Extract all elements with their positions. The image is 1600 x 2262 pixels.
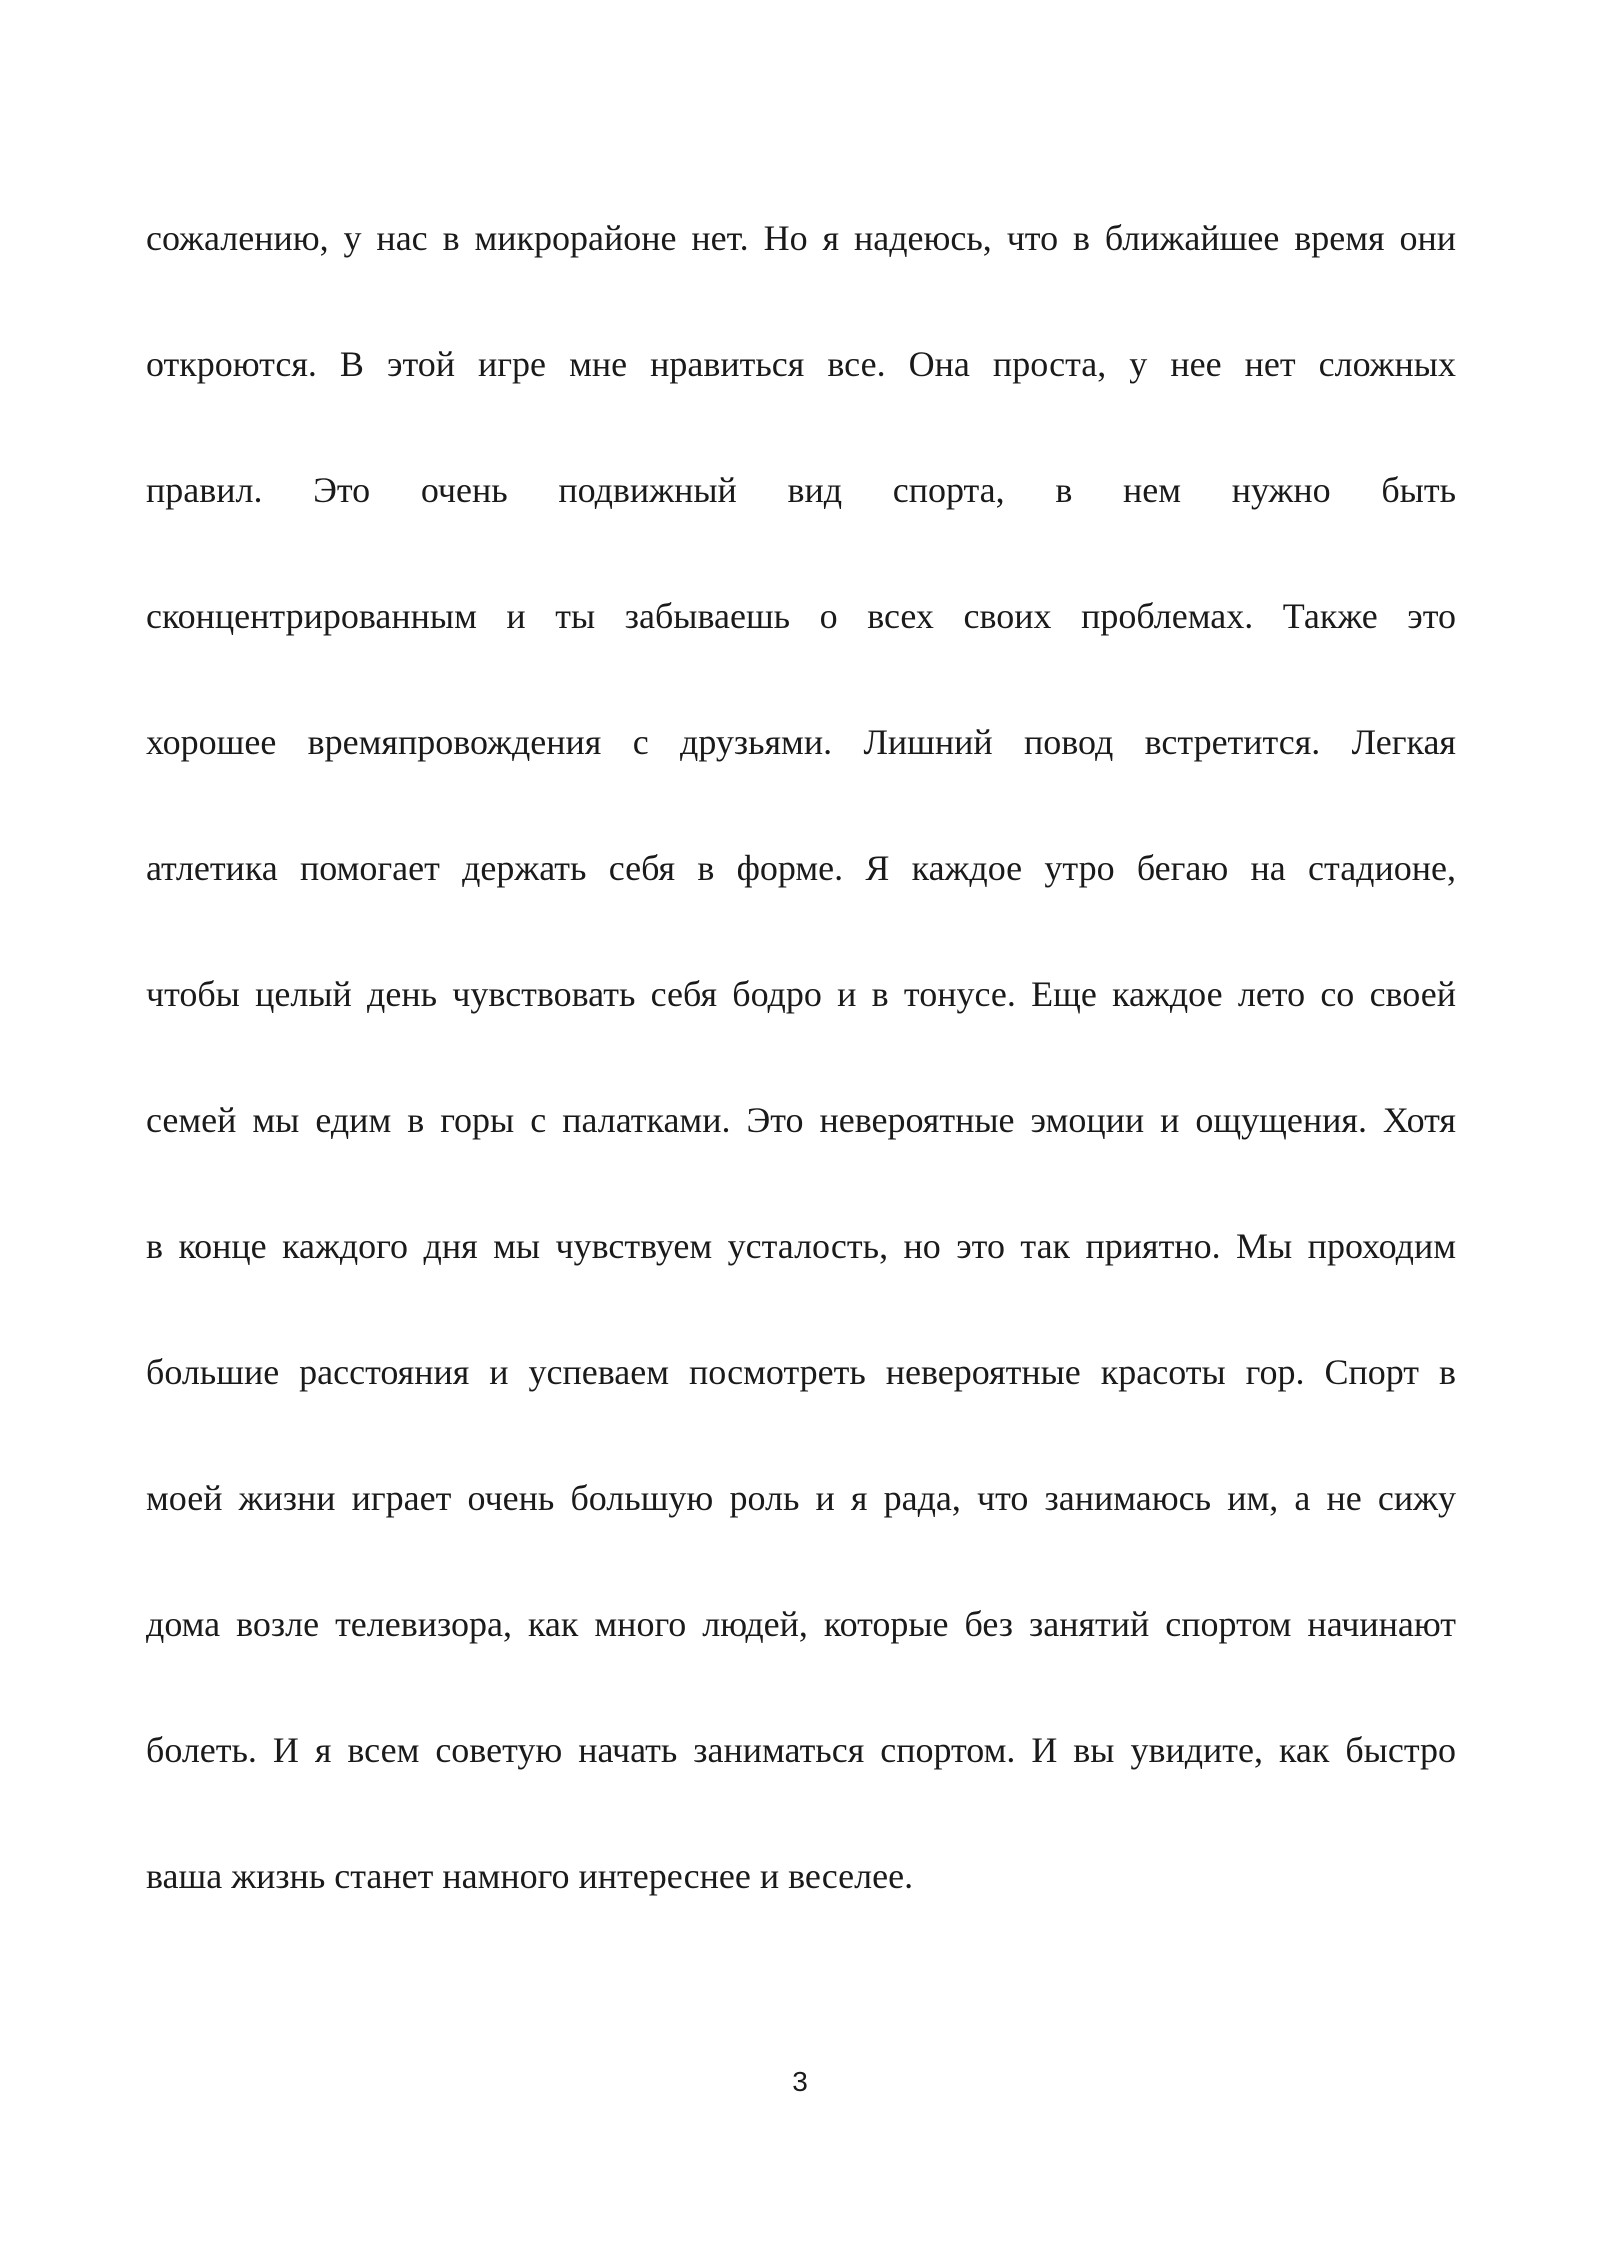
text-line: в конце каждого дня мы чувствуем усталость, но это так приятно. Мы проходим	[146, 1226, 1456, 1266]
text-line: большие расстояния и успеваем посмотреть невероятные красоты гор. Спорт в	[146, 1352, 1456, 1392]
text-line: болеть. И я всем советую начать заниматься спортом. И вы увидите, как быстро	[146, 1730, 1456, 1770]
text-line: моей жизни играет очень большую роль и я рада, что занимаюсь им, а не сижу	[146, 1478, 1456, 1518]
page-number: 3	[792, 2066, 808, 2097]
text-line: ваша жизнь станет намного интереснее и веселее.	[146, 1856, 914, 1896]
text-line: правил. Это очень подвижный вид спорта, в нем нужно быть	[146, 470, 1456, 510]
text-line: чтобы целый день чувствовать себя бодро и в тонусе. Еще каждое лето со своей	[146, 974, 1456, 1014]
text-line: семей мы едим в горы с палатками. Это невероятные эмоции и ощущения. Хотя	[146, 1100, 1456, 1140]
text-line: хорошее времяпровождения с друзьями. Лишний повод встретится. Легкая	[146, 722, 1456, 762]
text-line: сконцентрированным и ты забываешь о всех своих проблемах. Также это	[146, 596, 1456, 636]
body-paragraph	[146, 196, 1456, 1960]
text-line: откроются. В этой игре мне нравиться все. Она проста, у нее нет сложных	[146, 344, 1456, 384]
text-line: сожалению, у нас в микрорайоне нет. Но я надеюсь, что в ближайшее время они	[146, 218, 1456, 258]
text-line: дома возле телевизора, как много людей, которые без занятий спортом начинают	[146, 1604, 1456, 1644]
text-line: атлетика помогает держать себя в форме. Я каждое утро бегаю на стадионе,	[146, 848, 1456, 888]
